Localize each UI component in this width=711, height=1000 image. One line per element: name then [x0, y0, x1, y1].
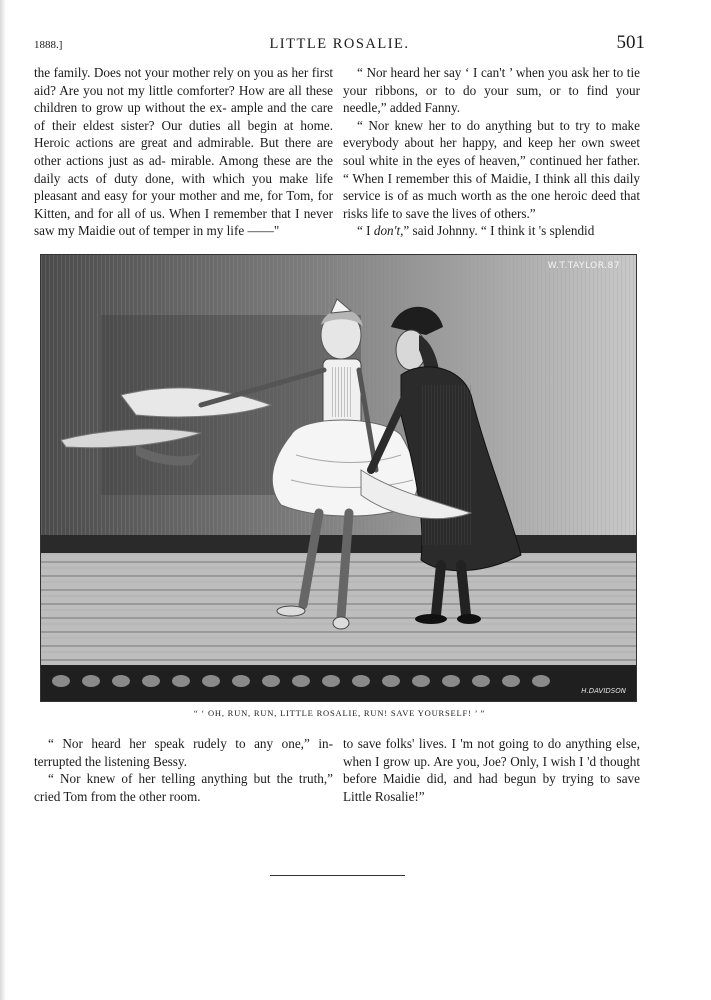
- paragraph: “ Nor knew of her telling anything but the truth,” cried Tom from the other room.: [34, 771, 333, 804]
- paragraph: “ Nor heard her say ‘ I can't ’ when you ask her to tie your ribbons, or to do your sum, or to find your needle,” added Fanny.: [343, 65, 640, 116]
- artist-signature: W.T.TAYLOR.87: [547, 261, 620, 271]
- quote-open: “ I: [357, 223, 374, 239]
- illustration-caption: “ ‘ OH, RUN, RUN, LITTLE ROSALIE, RUN! SAVE YOURSELF! ’ ”: [193, 708, 486, 718]
- left-column-bottom: [34, 735, 333, 805]
- paragraph: the family. Does not your mother rely on you as her first aid? Are you not my little comforter? How are all these children to grow up without the ex- ample and the care of their eldest sister? Our duties all begin at home. Heroic actions are great and admirable. But there are other actions just as ad- mirable. Among these are the daily acts of duty done, with which you make life pleasant and easy for your mother and me, for Tom, for Kitten, and for all of us. When I remember that I never saw my Maidie out of temper in my life ——": [34, 65, 333, 239]
- paragraph: “ Nor heard her speak rudely to any one,” in- terrupted the listening Bessy.: [34, 736, 333, 769]
- right-column-top: [343, 64, 640, 240]
- right-column-bottom: [343, 735, 640, 805]
- running-header: [34, 32, 645, 56]
- page-edge-shadow: [0, 0, 6, 1000]
- section-rule: [270, 875, 405, 876]
- paragraph: “ Nor knew her to do anything but to try to make everybody about her happy, and keep her own sweet soul white in the eyes of heaven,” continued her father. “ When I remember this of Maidie, I think all this daily service is of as much worth as the one heroic deed that risks life to save the lives of others.”: [343, 117, 640, 221]
- page-title: LITTLE ROSALIE.: [269, 36, 410, 52]
- engraving-illustration: [40, 254, 637, 702]
- quote-rest: ” said Johnny. “ I think it 's splendid: [403, 223, 595, 239]
- header-year: 1888.]: [34, 39, 63, 51]
- engraver-signature: H.DAVIDSON: [581, 687, 626, 695]
- paragraph: to save folks' lives. I 'm not going to do anything else, when I grow up. Are you, Joe? Only, I wish I 'd thought before Maidie did, and had begun by trying to save Little Rosalie!”: [343, 736, 640, 804]
- left-column-top: [34, 64, 333, 240]
- stage-baseboard: [41, 535, 636, 553]
- emphasis: don't,: [373, 223, 404, 239]
- engraving-svg: [41, 255, 636, 701]
- page-number: 501: [616, 32, 645, 53]
- paragraph: [343, 222, 640, 240]
